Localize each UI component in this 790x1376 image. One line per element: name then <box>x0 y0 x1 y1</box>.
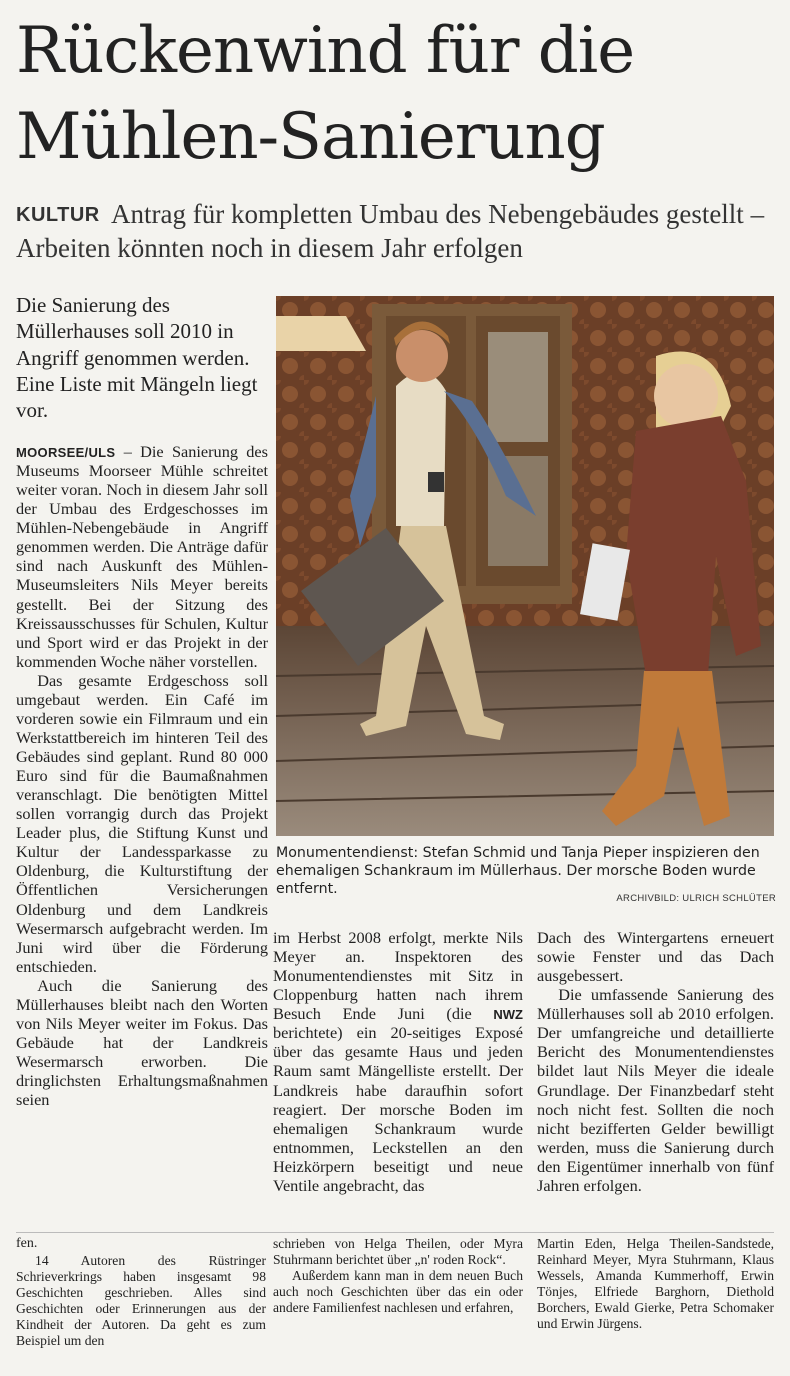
body-paragraph: Das gesamte Erdgeschoss soll umgebaut werden. Ein Café im vorderen sowie ein Filmraum und ein Werkstattbereich im hinteren Teil des Gebäudes sind geplant. Rund 80 000 Euro sind für die Baumaßnahmen veranschlagt. Die benötigten Mittel sollen vorrangig durch das Projekt Leader plus, die Stiftung Kunst und Kultur der Landessparkasse zu Oldenburg, die Kulturstiftung der Öffentlichen Versicherungen Oldenburg und dem Landkreis Wesermarsch aufgebracht werden. Im Juni wird über die Förderung entschieden. <box>16 670 268 976</box>
section-kicker: KULTUR <box>16 204 100 226</box>
subheadline <box>16 198 776 266</box>
headline <box>16 8 776 181</box>
body-text: im Herbst 2008 erfolgt, merkte Nils Meyer an. Inspektoren des Monumentendienstes mit Sitz in Cloppenburg hatten nach ihrem Besuch Ende Juni (die <box>273 928 523 1024</box>
article-photo <box>276 296 774 836</box>
headline-line-2: Mühlen-Sanierung <box>16 100 605 175</box>
photo-credit: ARCHIVBILD: ULRICH SCHLÜTER <box>616 893 776 904</box>
body-paragraph: Dach des Wintergartens erneuert sowie Fenster und das Dach ausgebessert. <box>537 928 774 986</box>
article-divider <box>16 1232 774 1233</box>
body-paragraph: Außerdem kann man in dem neuen Buch auch noch Geschichten über das ein oder andere Familienfest nachlesen und erfahren, <box>273 1268 523 1316</box>
body-text: – Die Sanierung des Museums Moorseer Mühle schreitet weiter voran. Noch in diesem Jahr soll der Umbau des Erdgeschosses im Mühlen-Nebengebäude in Angriff genommen werden. Die Anträge dafür sind nach Auskunft des Mühlen-Museumsleiters Nils Meyer bereits gestellt. Bei der Sitzung des Kreissausschusses für Schulen, Kultur und Sport wird er das Projekt in der kommenden Woche näher vorstellen. <box>16 442 268 671</box>
photo-caption: Monumentendienst: Stefan Schmid und Tanja Pieper inspizieren den ehemaligen Schankraum im Müllerhaus. Der morsche Boden wurde entfernt. <box>276 845 760 898</box>
nwz-logo-text: NWZ <box>493 1007 523 1023</box>
next-article-column-2 <box>273 1236 523 1316</box>
body-paragraph <box>16 442 268 671</box>
next-article-column-3: Martin Eden, Helga Theilen-Sandstede, Reinhard Meyer, Myra Stuhrmann, Klaus Wessels, Amanda Kummerhoff, Erwin Tönjes, Elfriede Barghorn, Diethold Borchers, Ewald Gierke, Petra Schomaker und Erwin Jürgens. <box>537 1236 774 1332</box>
article-column-1 <box>16 442 268 1109</box>
article-column-3 <box>537 928 774 1195</box>
article-column-2 <box>273 928 523 1195</box>
next-article-column-1: 14 Autoren des Rüstringer Schrieverkrings haben insgesamt 98 Geschichten geschrieben. Alles sind Geschichten oder Erinnerungen aus der Kindheit der Autoren. Da geht es zum Beispiel um den <box>16 1253 266 1349</box>
headline-line-1: Rückenwind für die <box>16 14 635 88</box>
body-paragraph <box>273 928 523 1195</box>
dateline: MOORSEE/ULS <box>16 445 116 460</box>
subheadline-text: Antrag für kompletten Umbau des Nebengebäudes gestellt – Arbeiten könnten noch in diesem Jahr erfolgen <box>16 199 765 263</box>
photo-illustration <box>276 296 774 836</box>
body-paragraph: Die umfassende Sanierung des Müllerhauses soll ab 2010 erfolgen. Der umfangreiche und detaillierte Bericht des Monumentendienstes bildet laut Nils Meyer die ideale Grundlage. Der Finanzbedarf steht noch nicht fest. Sollten die noch nicht bezifferten Gelder bewilligt werden, muss die Sanierung durch den Eigentümer innerhalb von fünf Jahren erfolgen. <box>537 985 774 1195</box>
body-paragraph: Auch die Sanierung des Müllerhauses bleibt nach den Worten von Nils Meyer weiter im Fokus. Das Gebäude hat der Landkreis Wesermarsch erworben. Die dringlichsten Erhaltungsmaßnahmen seien <box>16 975 268 1110</box>
body-paragraph: schrieben von Helga Theilen, oder Myra Stuhrmann berichtet über „n' roden Rock“. <box>273 1236 523 1268</box>
lead-paragraph: Die Sanierung des Müllerhauses soll 2010 in Angriff genommen werden. Eine Liste mit Mängeln liegt vor. <box>16 293 258 422</box>
previous-article-end: fen. <box>16 1236 38 1251</box>
body-text: berichtete) ein 20-seitiges Exposé über das gesamte Haus und jeden Raum samt Mängelliste erstellt. Der Landkreis habe daraufhin sofort reagiert. Der morsche Boden im ehemaligen Schankraum wurde entnommen, Leckstellen an den Heizkörpern beseitigt und neue Ventile angebracht, das <box>273 1023 523 1195</box>
